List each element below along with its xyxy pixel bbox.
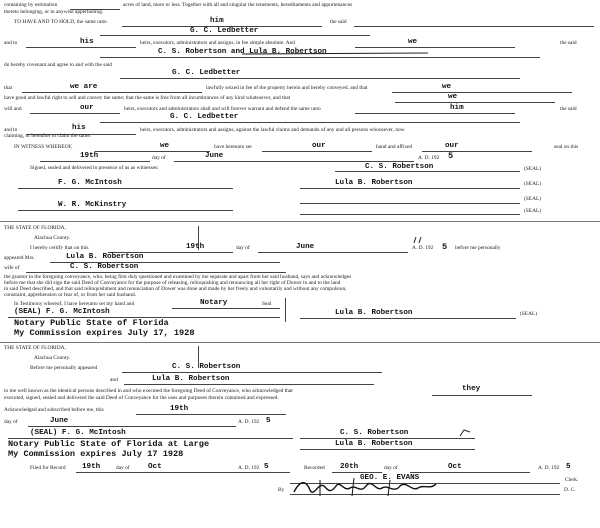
we-text: we [408,38,418,46]
ack1-body-4: constraint, apprehension or fear of, or from her said husband. [4,292,137,298]
his-text: his [80,38,94,46]
estimation-text: containing by estimation [4,2,58,8]
our-text-3: our [445,142,459,150]
habendum-text: TO HAVE AND TO HOLD, the same unto [14,19,107,25]
recorded-text: Recorded [304,465,325,471]
ad-text-4: A. D. 192 [538,465,560,471]
grantee-pronoun: him [210,17,224,25]
said-text: the said [330,19,347,25]
seal-word: Seal [262,301,272,307]
ack1-month: June [296,243,315,251]
day-of-text-3: day of [4,419,18,425]
appeared-text: appeared Mrs. [4,255,35,261]
and-to-text-2: and to [4,127,18,133]
ack2-signer-2: Lula B. Robertson [335,440,413,448]
section-divider-1 [0,221,600,222]
and-to-text: and to [4,40,18,46]
deputy-signature [290,476,440,498]
clerk-text: Clerk. [565,477,579,483]
ack2-day: 19th [170,405,189,413]
deed-year-digit: 5 [448,151,454,161]
fee-simple-text: heirs, executors, administrators and assigns, in fee simple absolute. And [140,40,295,46]
ack1-body-3: in said Deed described, and that said relinquishment and renunciation of Dower was done and made by her freely and voluntarily and without any compulsion, [4,286,347,292]
county-text: Alachua County. [34,235,71,241]
certify-text: I hereby certify that on this [30,245,89,251]
seized-text: lawfully seized in fee of the property herein and hereby conveyed, and that [206,85,368,91]
notary-word: Notary [200,299,228,307]
day-of-text-4: day of [116,465,130,471]
clerk-name: GEO. E. EVANS [360,474,420,482]
ack1-signer: Lula B. Robertson [335,309,413,317]
signer-2: Lula B. Robertson [335,179,413,187]
grantors-names: C. S. Robertson and Lula B. Robertson [158,48,327,56]
before-appeared-text: Before me personally appeared [30,365,98,371]
deed-day: 19th [80,152,99,160]
tick-mark [412,236,426,245]
ack1-body-1: the grantor in the foregoing conveyance, who, being first duly questioned and examined by me separate and apart from her said husband, says and acknowledges [4,274,352,280]
the-said-text-2: the said [560,106,577,112]
seal-on-text: seal on this [554,144,579,150]
wife-of-text: wife of [4,265,20,271]
husband-name: C. S. Robertson [70,263,139,271]
our-text-2: our [312,142,326,150]
state-heading: THE STATE OF FLORIDA, [4,225,66,231]
witness-whereof-text: IN WITNESS WHEREOF, [14,144,73,150]
ack2-year-digit: 5 [266,417,271,425]
county-text-2: Alachua County. [34,355,71,361]
his-text-2: his [72,124,86,132]
deed-month: June [205,152,224,160]
grantee-name: G. C. Ledbetter [190,27,259,35]
dc-text: D. C. [564,487,576,493]
day-of-text-2: day of [236,245,250,251]
appertaining-text: thereto belonging, or in anywise appertaining. [4,9,104,15]
we-text-3: we [448,93,458,101]
claiming-text: claiming, or hereafter to claim the same. [4,133,92,139]
ack1-commission: My Commission expires July 17, 1928 [14,328,195,338]
section-divider-2 [0,342,600,343]
witness-1: F. G. McIntosh [58,179,122,187]
we-text-4: we [160,142,170,150]
ack1-seal: (SEAL) [520,311,538,317]
ack1-body-2: before me that she did sign the said Deed of Conveyance for the purpose of releasing, relinquishing and renouncing all her right of Dower in and to the land [4,280,341,286]
ack1-day: 19th [186,243,205,251]
filed-year: 5 [264,463,269,471]
we-are-text: we are [70,83,98,91]
ack2-signer-1: C. S. Robertson [340,429,409,437]
wife-name: Lula B. Robertson [66,253,144,261]
ack2-body-1: to me well known as the identical persons described in and who executed the foregoing Deed of Conveyance, who acknowledged that [4,388,293,394]
ack1-notary-title: Notary Public State of Florida [14,318,169,328]
tick-mark-2 [458,428,472,438]
state-heading-2: THE STATE OF FLORIDA, [4,345,66,351]
warrant-text: heirs, executors and administrators shall and will forever warrant and defend the same unto [124,106,321,112]
ack1-year-digit: 5 [442,242,448,252]
ack1-officer: (SEAL) F. G. McIntosh [14,308,110,316]
our-text: our [80,104,94,112]
seal-4: (SEAL) [524,208,542,214]
ack2-month: June [50,417,69,425]
grantee-name-2: G. C. Ledbetter [172,69,241,77]
ad-text-3: A. D. 192 [238,465,260,471]
grantee-name-3: G. C. Ledbetter [170,113,239,121]
recorded-day: 20th [340,463,359,471]
hereunto-text: have hereunto set [214,144,252,150]
him-text: him [450,104,464,112]
seal-1: (SEAL) [524,166,542,172]
ad-text: A. D. 192 [412,245,434,251]
by-text: By [278,487,285,493]
seal-2: (SEAL) [524,181,542,187]
recorded-year: 5 [566,463,571,471]
lawful-claims-text: heirs, executors, administrators and assigns, against the lawful claims and demands of any and all persons whosoever, now [140,127,405,133]
filed-text: Filed for Record [30,465,66,471]
filed-month: Oct [148,463,162,471]
hand-affixed-text: hand and affixed [376,144,413,150]
and-text: and [110,377,118,383]
testimony-text: In Testimony whereof, I have hereunto set my hand and [14,301,135,307]
the-said-text: the said [560,40,577,46]
subscribed-text: Acknowledged and subscribed before me, this [4,407,104,413]
that-text: that [4,85,13,91]
recorded-month: Oct [448,463,462,471]
seal-3: (SEAL) [524,196,542,202]
will-and-text: will and [4,106,22,112]
tenements-text: acres of land, more or less. Together with all and singular the tenements, hereditaments and appurtenances [123,2,353,8]
we-text-2: we [442,83,452,91]
filed-day: 19th [82,463,101,471]
witness-2: W. R. McKinstry [58,201,127,209]
ack2-name-1: C. S. Robertson [172,363,241,371]
day-of-text: day of [152,155,166,161]
covenant-text: do hereby covenant and agree to and with the said [4,62,112,68]
ack2-commission: My Commission expires July 17 1928 [8,449,184,459]
they-text: they [462,385,481,393]
before-text: before me personally [455,245,501,251]
good-right-text: have good and lawful right to sell and convey the same; that the same is free from all incumbrances of any kind whatsoever, and that [4,95,291,101]
ack2-officer: (SEAL) F. G. McIntosh [30,429,126,437]
ack2-name-2: Lula B. Robertson [152,375,230,383]
ack2-notary-title: Notary Public State of Florida at Large [8,439,210,449]
signed-sealed-text: Signed, sealed and delivered in presence of us as witnesses: [30,165,159,171]
ad-text-2: A. D. 192 [238,419,260,425]
signer-1: C. S. Robertson [365,163,434,171]
ad-year-text: A. D. 192 [418,155,440,161]
brace-2 [285,298,286,322]
ack2-body-2: executed, signed, sealed and delivered the said Deed of Conveyance for the uses and purposes therein contained and expressed. [4,395,279,401]
day-of-text-5: day of [384,465,398,471]
